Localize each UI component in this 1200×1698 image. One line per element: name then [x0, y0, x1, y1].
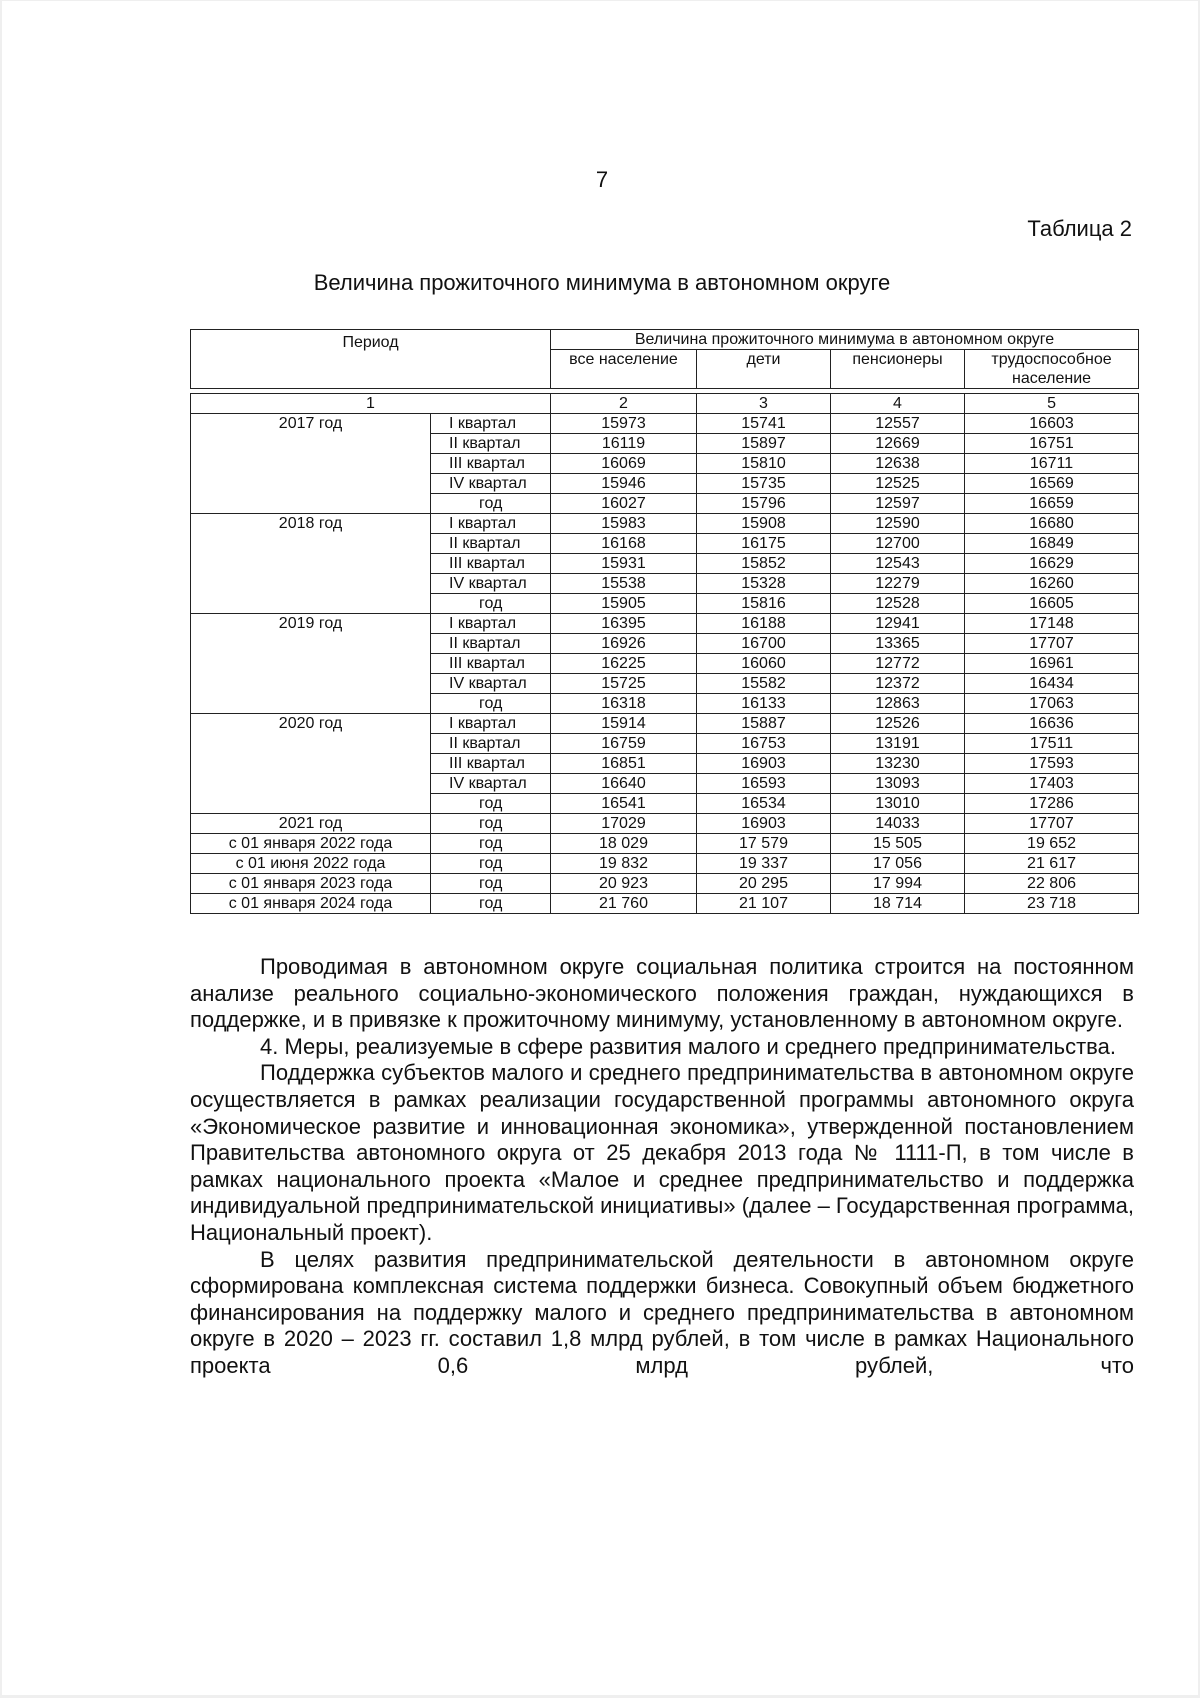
value-cell: 18 029 — [551, 834, 697, 854]
value-cell: 15735 — [697, 474, 831, 494]
value-cell: 15897 — [697, 434, 831, 454]
value-cell: 12941 — [831, 614, 965, 634]
value-cell: 16629 — [965, 554, 1139, 574]
table-row — [191, 834, 1139, 854]
value-cell: 12700 — [831, 534, 965, 554]
value-cell: 16605 — [965, 594, 1139, 614]
header-col-all: все население — [551, 350, 697, 389]
col-number: 3 — [697, 394, 831, 414]
value-cell: 12557 — [831, 414, 965, 434]
value-cell: 20 923 — [551, 874, 697, 894]
value-cell: 16060 — [697, 654, 831, 674]
value-cell: 22 806 — [965, 874, 1139, 894]
table-row — [191, 894, 1139, 914]
header-period: Период — [191, 330, 551, 389]
value-cell: 16260 — [965, 574, 1139, 594]
value-cell: 15538 — [551, 574, 697, 594]
sub-period-cell: III квартал — [431, 454, 551, 474]
value-cell: 12590 — [831, 514, 965, 534]
value-cell: 17707 — [965, 814, 1139, 834]
sub-period-cell: год — [431, 694, 551, 714]
value-cell: 19 652 — [965, 834, 1139, 854]
value-cell: 13365 — [831, 634, 965, 654]
sub-period-cell: год — [431, 814, 551, 834]
table-row — [191, 814, 1139, 834]
value-cell: 17286 — [965, 794, 1139, 814]
value-cell: 12597 — [831, 494, 965, 514]
value-cell: 13093 — [831, 774, 965, 794]
value-cell: 16711 — [965, 454, 1139, 474]
value-cell: 21 617 — [965, 854, 1139, 874]
value-cell: 16318 — [551, 694, 697, 714]
value-cell: 12525 — [831, 474, 965, 494]
table-row — [191, 874, 1139, 894]
value-cell: 17029 — [551, 814, 697, 834]
period-cell: с 01 января 2024 года — [191, 894, 431, 914]
value-cell: 19 337 — [697, 854, 831, 874]
paragraph: Проводимая в автономном округе социальная политика строится на постоянном анализе реального социально-экономического положения граждан, нуждающихся в поддержке, и в привязке к прожиточному минимуму, установленному в автономном округе. — [190, 954, 1134, 1033]
value-cell: 15852 — [697, 554, 831, 574]
value-cell: 15 505 — [831, 834, 965, 854]
value-cell: 12526 — [831, 714, 965, 734]
value-cell: 16961 — [965, 654, 1139, 674]
value-cell: 16926 — [551, 634, 697, 654]
value-cell: 15905 — [551, 594, 697, 614]
header-group: Величина прожиточного минимума в автономном округе — [551, 330, 1139, 350]
table-row — [191, 714, 1139, 734]
value-cell: 12372 — [831, 674, 965, 694]
value-cell: 15816 — [697, 594, 831, 614]
paragraph: В целях развития предпринимательской деятельности в автономном округе сформирована комплексная система поддержки бизнеса. Совокупный объем бюджетного финансирования на поддержку малого и среднего предпринимательства в автономном округе в 2020 – 2023 гг. составил 1,8 млрд рублей, в том числе в рамках Национального проекта 0,6 млрд рублей, что — [190, 1246, 1134, 1378]
value-cell: 16027 — [551, 494, 697, 514]
value-cell: 13191 — [831, 734, 965, 754]
table-row — [191, 614, 1139, 634]
value-cell: 18 714 — [831, 894, 965, 914]
value-cell: 23 718 — [965, 894, 1139, 914]
value-cell: 15983 — [551, 514, 697, 534]
sub-period-cell: IV квартал — [431, 774, 551, 794]
sub-period-cell: I квартал — [431, 714, 551, 734]
value-cell: 15931 — [551, 554, 697, 574]
value-cell: 16759 — [551, 734, 697, 754]
sub-period-cell: III квартал — [431, 554, 551, 574]
period-cell: 2021 год — [191, 814, 431, 834]
col-number: 4 — [831, 394, 965, 414]
value-cell: 16541 — [551, 794, 697, 814]
value-cell: 15908 — [697, 514, 831, 534]
period-cell: 2018 год — [191, 514, 431, 614]
value-cell: 16069 — [551, 454, 697, 474]
value-cell: 16593 — [697, 774, 831, 794]
sub-period-cell: II квартал — [431, 634, 551, 654]
table-body — [191, 414, 1139, 914]
value-cell: 17 994 — [831, 874, 965, 894]
value-cell: 16534 — [697, 794, 831, 814]
header-col-working: трудоспособное население — [965, 350, 1139, 389]
value-cell: 16659 — [965, 494, 1139, 514]
page-number: 7 — [595, 167, 609, 192]
value-cell: 16849 — [965, 534, 1139, 554]
table-row — [191, 854, 1139, 874]
value-cell: 17511 — [965, 734, 1139, 754]
value-cell: 12528 — [831, 594, 965, 614]
period-cell: с 01 января 2023 года — [191, 874, 431, 894]
sub-period-cell: I квартал — [431, 514, 551, 534]
value-cell: 14033 — [831, 814, 965, 834]
value-cell: 12772 — [831, 654, 965, 674]
value-cell: 17063 — [965, 694, 1139, 714]
value-cell: 16903 — [697, 814, 831, 834]
col-number: 2 — [551, 394, 697, 414]
value-cell: 15725 — [551, 674, 697, 694]
table-title: Величина прожиточного минимума в автономном округе — [313, 270, 891, 295]
header-col-children: дети — [697, 350, 831, 389]
sub-period-cell: I квартал — [431, 614, 551, 634]
value-cell: 16603 — [965, 414, 1139, 434]
value-cell: 15796 — [697, 494, 831, 514]
sub-period-cell: год — [431, 874, 551, 894]
body-text — [190, 954, 1134, 1380]
value-cell: 16225 — [551, 654, 697, 674]
sub-period-cell: год — [431, 594, 551, 614]
value-cell: 17148 — [965, 614, 1139, 634]
sub-period-cell: год — [431, 894, 551, 914]
sub-period-cell: год — [431, 854, 551, 874]
sub-period-cell: год — [431, 794, 551, 814]
value-cell: 16168 — [551, 534, 697, 554]
period-cell: 2017 год — [191, 414, 431, 514]
sub-period-cell: IV квартал — [431, 474, 551, 494]
sub-period-cell: II квартал — [431, 734, 551, 754]
value-cell: 16851 — [551, 754, 697, 774]
value-cell: 13010 — [831, 794, 965, 814]
value-cell: 16640 — [551, 774, 697, 794]
subsistence-minimum-table — [190, 329, 1139, 914]
header-col-pensioners: пенсионеры — [831, 350, 965, 389]
value-cell: 12669 — [831, 434, 965, 454]
value-cell: 15887 — [697, 714, 831, 734]
value-cell: 15810 — [697, 454, 831, 474]
sub-period-cell: I квартал — [431, 414, 551, 434]
value-cell: 15741 — [697, 414, 831, 434]
value-cell: 13230 — [831, 754, 965, 774]
value-cell: 15582 — [697, 674, 831, 694]
value-cell: 12543 — [831, 554, 965, 574]
value-cell: 16569 — [965, 474, 1139, 494]
value-cell: 16188 — [697, 614, 831, 634]
value-cell: 17403 — [965, 774, 1139, 794]
value-cell: 16753 — [697, 734, 831, 754]
sub-period-cell: III квартал — [431, 754, 551, 774]
value-cell: 16700 — [697, 634, 831, 654]
value-cell: 12279 — [831, 574, 965, 594]
value-cell: 16175 — [697, 534, 831, 554]
sub-period-cell: III квартал — [431, 654, 551, 674]
value-cell: 16133 — [697, 694, 831, 714]
value-cell: 15328 — [697, 574, 831, 594]
sub-period-cell: IV квартал — [431, 574, 551, 594]
sub-period-cell: IV квартал — [431, 674, 551, 694]
period-cell: 2019 год — [191, 614, 431, 714]
value-cell: 17 579 — [697, 834, 831, 854]
value-cell: 12863 — [831, 694, 965, 714]
value-cell: 17707 — [965, 634, 1139, 654]
value-cell: 19 832 — [551, 854, 697, 874]
sub-period-cell: год — [431, 494, 551, 514]
value-cell: 16680 — [965, 514, 1139, 534]
period-cell: 2020 год — [191, 714, 431, 814]
value-cell: 17593 — [965, 754, 1139, 774]
paragraph: Поддержка субъектов малого и среднего предпринимательства в автономном округе осуществляется в рамках реализации государственной программы автономного округа «Экономическое развитие и инновационная экономика», утвержденной постановлением Правительства автономного округа от 25 декабря 2013 года № 1111-П, в том числе в рамках национального проекта «Малое и среднее предпринимательство и поддержка индивидуальной предпринимательской инициативы» (далее – Государственная программа, Национальный проект). — [190, 1060, 1134, 1245]
value-cell: 15914 — [551, 714, 697, 734]
document-page — [2, 1, 1198, 1695]
col-number: 5 — [965, 394, 1139, 414]
value-cell: 16434 — [965, 674, 1139, 694]
value-cell: 16395 — [551, 614, 697, 634]
table-row — [191, 514, 1139, 534]
value-cell: 20 295 — [697, 874, 831, 894]
period-cell: с 01 января 2022 года — [191, 834, 431, 854]
value-cell: 15973 — [551, 414, 697, 434]
period-cell: с 01 июня 2022 года — [191, 854, 431, 874]
value-cell: 16636 — [965, 714, 1139, 734]
col-number: 1 — [191, 394, 551, 414]
value-cell: 21 107 — [697, 894, 831, 914]
table-label: Таблица 2 — [1027, 216, 1132, 241]
value-cell: 16903 — [697, 754, 831, 774]
sub-period-cell: год — [431, 834, 551, 854]
sub-period-cell: II квартал — [431, 434, 551, 454]
value-cell: 12638 — [831, 454, 965, 474]
value-cell: 15946 — [551, 474, 697, 494]
table-row — [191, 414, 1139, 434]
value-cell: 17 056 — [831, 854, 965, 874]
paragraph: 4. Меры, реализуемые в сфере развития малого и среднего предпринимательства. — [260, 1033, 1116, 1059]
value-cell: 21 760 — [551, 894, 697, 914]
value-cell: 16119 — [551, 434, 697, 454]
sub-period-cell: II квартал — [431, 534, 551, 554]
value-cell: 16751 — [965, 434, 1139, 454]
